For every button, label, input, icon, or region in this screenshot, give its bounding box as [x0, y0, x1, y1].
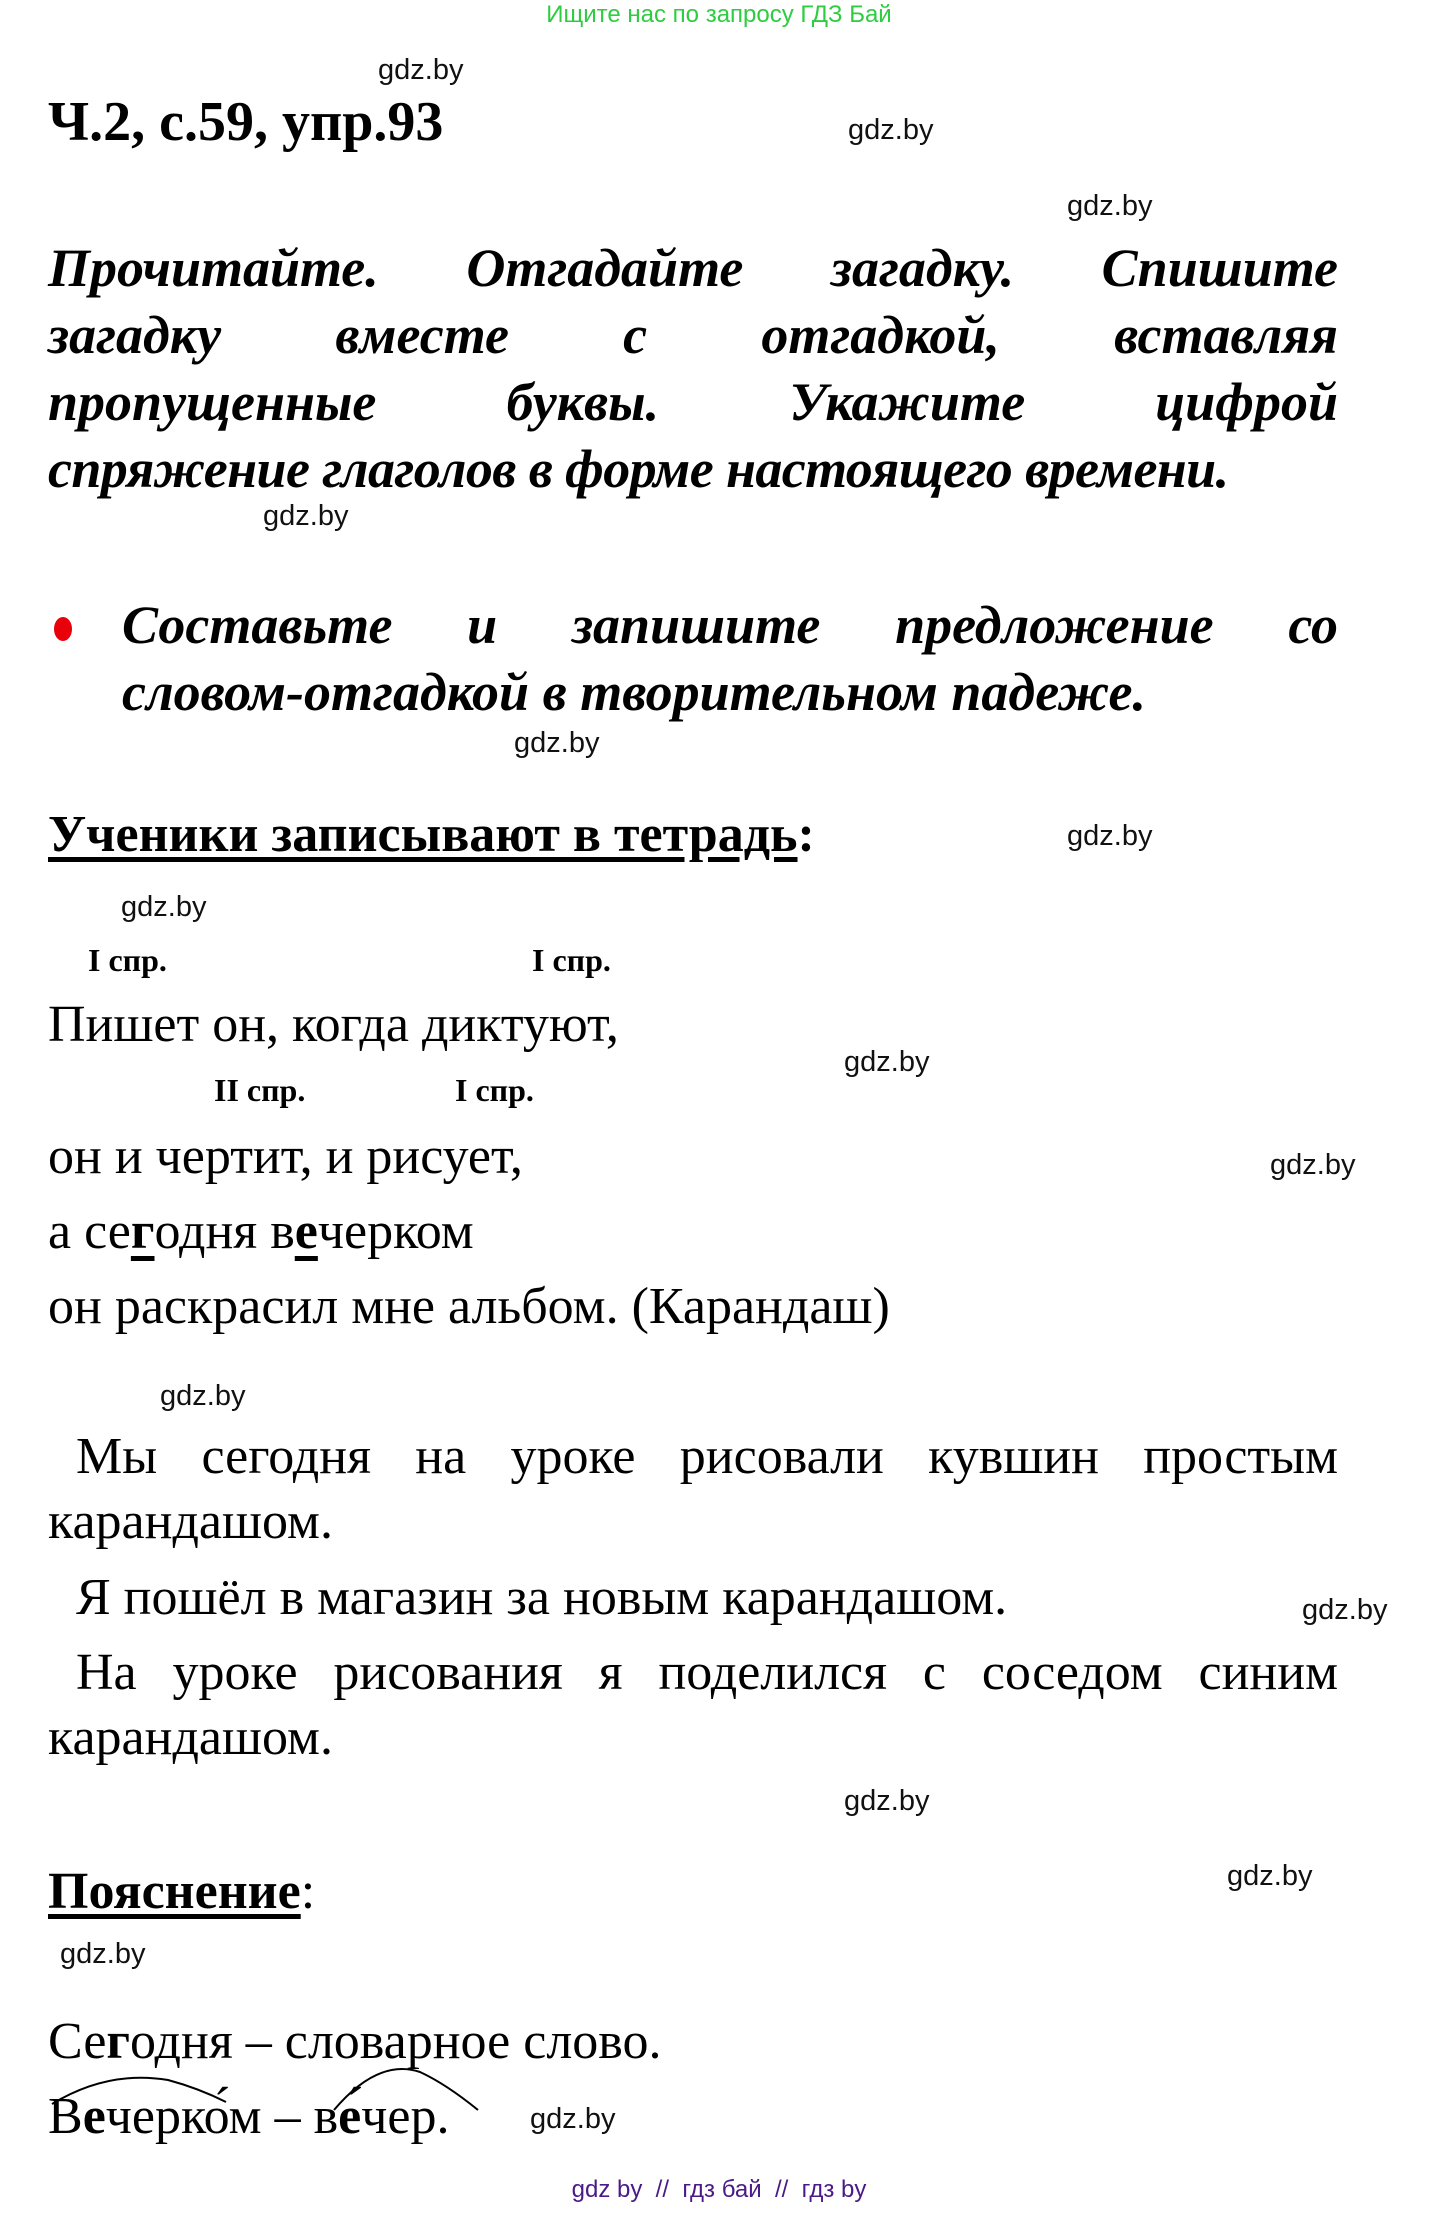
highlighted-letter: е́ — [338, 2088, 362, 2145]
explanation-line — [48, 2087, 449, 2146]
sentence-line: карандашом. — [48, 1493, 333, 1550]
explanation-line — [48, 2012, 661, 2071]
highlighted-letter: е — [82, 2088, 106, 2145]
bullet-task-line: Составьте и запишите предложение со — [122, 595, 1338, 655]
sentence-line: карандашом. — [48, 1709, 333, 1766]
text-part: одня в — [154, 1203, 295, 1260]
riddle-line: он и чертит, и рисует, — [48, 1128, 523, 1185]
text-part: одня – словарное слово. — [130, 2013, 662, 2070]
instruction-line: спряжение глаголов в форме настоящего времени. — [48, 439, 1229, 499]
bullet-task-paragraph — [122, 592, 1338, 726]
watermark: gdz.by — [1227, 1860, 1313, 1892]
explanation-heading-colon: : — [300, 1863, 316, 1920]
instruction-paragraph — [48, 235, 1338, 503]
top-banner — [0, 0, 1438, 30]
watermark: gdz.by — [1270, 1149, 1356, 1181]
watermark: gdz.by — [1302, 1594, 1388, 1626]
riddle-line: Пишет он, когда диктуют, — [48, 996, 619, 1053]
conjugation-label: I спр. — [455, 1072, 534, 1108]
banner-text: Ищите нас по запросу ГДЗ Бай — [546, 1, 892, 28]
text-part: черк — [105, 2088, 204, 2145]
watermark: gdz.by — [160, 1380, 246, 1412]
footer-text: gdz by // гдз бай // гдз by — [571, 2176, 867, 2203]
stressed-letter: о́ — [203, 2088, 229, 2145]
riddle-line — [48, 1202, 474, 1261]
text-part: чер. — [361, 2088, 450, 2145]
watermark: gdz.by — [121, 891, 207, 923]
text-part: а се — [48, 1203, 131, 1260]
explanation-heading — [48, 1862, 315, 1921]
text-part: в — [313, 2088, 339, 2145]
watermark: gdz.by — [60, 1938, 146, 1970]
page-title: Ч.2, с.59, упр.93 — [48, 91, 444, 153]
conjugation-label: II спр. — [214, 1072, 306, 1108]
instruction-line: Прочитайте. Отгадайте загадку. Спишите — [48, 238, 1338, 298]
explanation-heading-text: Пояснение — [48, 1863, 301, 1920]
sentence — [48, 1643, 1338, 1767]
red-bullet-icon — [54, 617, 72, 641]
sentence-line: Мы сегодня на уроке рисовали кувшин простым — [76, 1428, 1338, 1485]
watermark: gdz.by — [844, 1046, 930, 1078]
watermark: gdz.by — [1067, 820, 1153, 852]
instruction-line: загадку вместе с отгадкой, вставляя — [48, 305, 1338, 365]
students-heading-text: Ученики записывают в тетрадь — [48, 806, 798, 863]
inserted-letter: е — [294, 1203, 318, 1260]
instruction-line: пропущенные буквы. Укажите цифрой — [48, 372, 1338, 432]
conjugation-label: I спр. — [532, 942, 611, 978]
watermark: gdz.by — [378, 54, 464, 86]
highlighted-letter: г — [106, 2013, 131, 2070]
watermark: gdz.by — [848, 114, 934, 146]
students-heading — [48, 805, 815, 864]
text-part: В — [48, 2088, 83, 2145]
watermark: gdz.by — [844, 1785, 930, 1817]
sentence: Я пошёл в магазин за новым карандашом. — [76, 1569, 1008, 1626]
text-part: черком — [317, 1203, 474, 1260]
text-part: м – — [228, 2088, 314, 2145]
students-heading-colon: : — [797, 806, 815, 863]
footer — [0, 2170, 1438, 2210]
conjugation-label: I спр. — [88, 942, 167, 978]
text-part: Се — [48, 2013, 107, 2070]
bullet-task-line: словом-отгадкой в творительном падеже. — [122, 662, 1146, 722]
sentence-line: На уроке рисования я поделился с соседом синим — [76, 1644, 1338, 1701]
watermark: gdz.by — [514, 727, 600, 759]
watermark: gdz.by — [530, 2103, 616, 2135]
watermark: gdz.by — [1067, 190, 1153, 222]
watermark: gdz.by — [263, 500, 349, 532]
riddle-line: он раскрасил мне альбом. (Карандаш) — [48, 1278, 890, 1335]
sentence — [48, 1427, 1338, 1551]
inserted-letter: г — [130, 1203, 155, 1260]
